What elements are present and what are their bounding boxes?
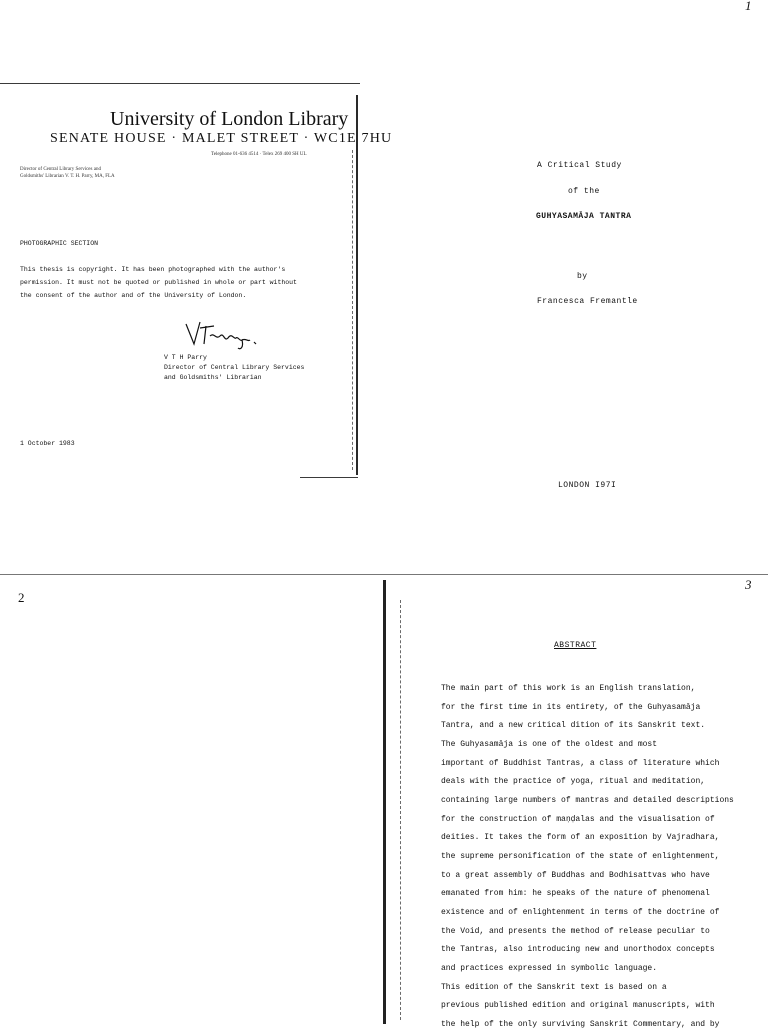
director-line: Director of Central Library Services and bbox=[20, 167, 101, 172]
abstract-line: the Tantras, also introducing new and unorthodox concepts bbox=[441, 945, 715, 954]
author-name: Francesca Fremantle bbox=[537, 297, 638, 306]
title-line: A Critical Study bbox=[537, 161, 622, 170]
abstract-line: for the first time in its entirety, of the Guhyasamāja bbox=[441, 703, 701, 712]
page-edge-bottom bbox=[300, 477, 358, 478]
abstract-line: deities. It takes the form of an exposition by Vajradhara, bbox=[441, 833, 720, 842]
director-line: Goldsmiths' Librarian V. T. H. Parry, MA, FLA bbox=[20, 174, 115, 179]
abstract-line: containing large numbers of mantras and detailed descriptions bbox=[441, 796, 734, 805]
abstract-line: and practices expressed in symbolic language. bbox=[441, 964, 658, 973]
page-edge-top bbox=[400, 574, 768, 575]
abstract-line: previous published edition and original manuscripts, with bbox=[441, 1001, 715, 1010]
title-line: of the bbox=[568, 187, 600, 196]
abstract-line: existence and of enlightenment in terms of the doctrine of bbox=[441, 908, 720, 917]
notice-line: the consent of the author and of the University of London. bbox=[20, 292, 247, 299]
notice-line: This thesis is copyright. It has been photographed with the author's bbox=[20, 266, 286, 273]
page-edge-top bbox=[0, 83, 360, 84]
page-number: 1 bbox=[745, 0, 752, 13]
page-number: 3 bbox=[745, 577, 752, 592]
abstract-line: The Guhyasamāja is one of the oldest and most bbox=[441, 740, 658, 749]
page-edge-right bbox=[356, 95, 358, 475]
abstract-line: important of Buddhist Tantras, a class of literature which bbox=[441, 759, 720, 768]
work-title: GUHYASAMĀJA TANTRA bbox=[536, 212, 632, 221]
page-edge-top bbox=[0, 574, 400, 575]
signature bbox=[184, 318, 264, 350]
abstract-line: This edition of the Sanskrit text is based on a bbox=[441, 983, 667, 992]
library-name: University of London Library bbox=[110, 108, 349, 130]
library-address: SENATE HOUSE · MALET STREET · WC1E 7HU bbox=[50, 131, 393, 146]
signer-title: Director of Central Library Services bbox=[164, 364, 305, 371]
abstract-line: the help of the only surviving Sanskrit Commentary, and by bbox=[441, 1020, 720, 1029]
page-number: 2 bbox=[18, 590, 25, 605]
place-year: LONDON I97I bbox=[558, 481, 617, 490]
notice-line: permission. It must not be quoted or published in whole or part without bbox=[20, 279, 297, 286]
abstract-heading: ABSTRACT bbox=[554, 641, 597, 650]
scan-binding-mark bbox=[352, 150, 354, 470]
signer-name: V T H Parry bbox=[164, 354, 207, 361]
by-line: by bbox=[577, 272, 588, 281]
signer-title: and Goldsmiths' Librarian bbox=[164, 374, 262, 381]
abstract-line: the supreme personification of the state of enlightenment, bbox=[441, 852, 720, 861]
library-phone: Telephone 01-636 4514 · Telex 269 400 SH UL bbox=[211, 152, 307, 157]
abstract-line: The main part of this work is an English translation, bbox=[441, 684, 696, 693]
library-director bbox=[20, 166, 115, 180]
abstract-line: emanated from him: he speaks of the nature of phenomenal bbox=[441, 889, 710, 898]
abstract-line: deals with the practice of yoga, ritual and meditation, bbox=[441, 777, 706, 786]
scan-binding-mark bbox=[400, 600, 402, 1020]
abstract-line: to a great assembly of Buddhas and Bodhisattvas who have bbox=[441, 871, 710, 880]
section-heading: PHOTOGRAPHIC SECTION bbox=[20, 240, 99, 247]
abstract-line: the Void, and presents the method of release peculiar to bbox=[441, 927, 710, 936]
abstract-line: for the construction of maṇḍalas and the visualisation of bbox=[441, 815, 715, 824]
notice-date: 1 October 1983 bbox=[20, 440, 75, 447]
abstract-line: Tantra, and a new critical dition of its Sanskrit text. bbox=[441, 721, 706, 730]
binding-shadow bbox=[383, 580, 386, 1024]
